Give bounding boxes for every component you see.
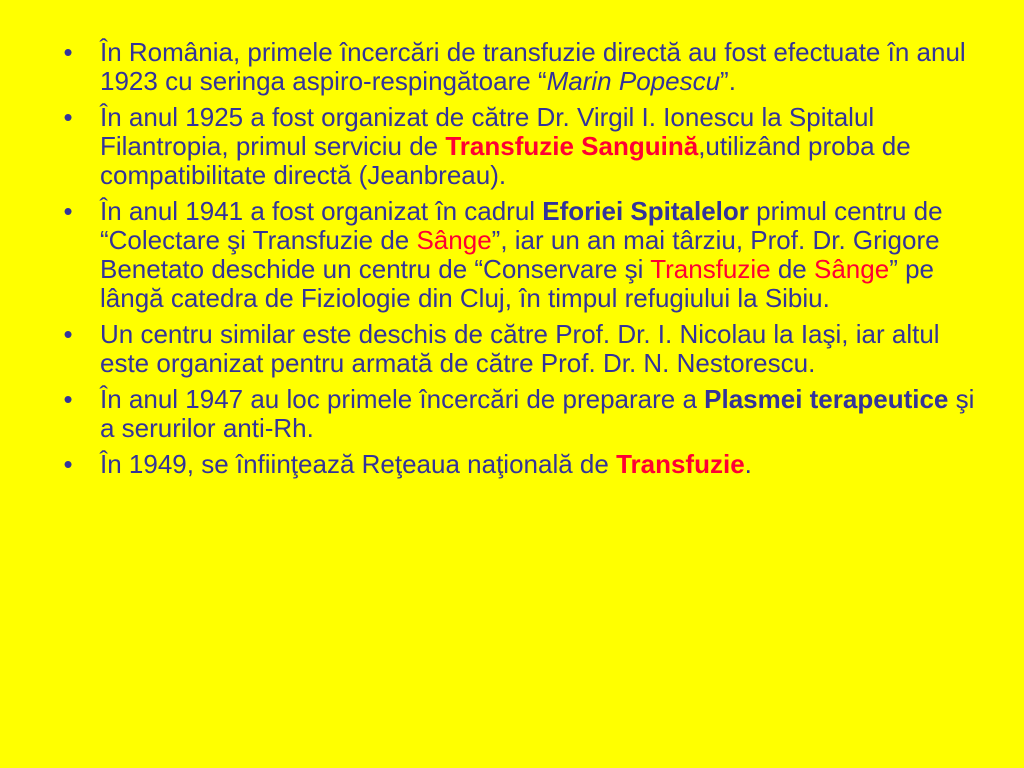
text-segment: . xyxy=(744,449,752,479)
text-segment: În anul 1941 a fost organizat în cadrul xyxy=(100,196,543,226)
bullet-text xyxy=(100,102,911,190)
keyword-text: Sânge xyxy=(416,225,492,255)
text-segment: În anul 1947 au loc primele încercări de preparare a xyxy=(100,384,705,414)
text-segment: În România, primele încercări de transfuzie directă au fost efectuate în anul 1923 cu seringa aspiro-respingătoare “ xyxy=(100,37,966,96)
bullet-dot-icon: • xyxy=(63,196,73,226)
text-segment: ”. xyxy=(720,66,736,96)
text-segment: şi a serurilor anti-Rh. xyxy=(100,384,975,443)
highlight-text: Plasmei terapeutice xyxy=(704,384,949,414)
bullet-dot-icon: • xyxy=(63,102,73,132)
bullet-list xyxy=(58,38,978,486)
text-segment: În 1949, se înfiinţează Reţeaua naţională de xyxy=(100,449,617,479)
text-segment: În anul 1925 a fost organizat de către Dr. Virgil I. Ionescu la Spitalul Filantropia, primul serviciu de xyxy=(100,102,875,161)
keyword-text: Transfuzie xyxy=(616,449,745,479)
text-segment: Un centru similar este deschis de către Prof. Dr. I. Nicolau la Iaşi, iar altul este organizat pentru armată de către Prof. Dr. N. Nestorescu. xyxy=(100,319,940,378)
emphasis-text: Marin Popescu xyxy=(546,66,721,96)
keyword-text: Transfuzie Sanguină xyxy=(445,131,699,161)
bullet-dot-icon: • xyxy=(63,37,73,67)
bullet-text xyxy=(100,319,940,378)
bullet-item xyxy=(58,38,978,96)
bullet-text xyxy=(100,37,966,96)
text-segment: ”, iar un an mai târziu, Prof. Dr. Grigore Benetato deschide un centru de “Conservare şi xyxy=(100,225,940,284)
bullet-text xyxy=(100,196,943,313)
keyword-text: Transfuzie xyxy=(650,254,771,284)
bullet-dot-icon: • xyxy=(63,319,73,349)
bullet-item xyxy=(58,320,978,378)
text-segment: ,utilizând proba de compatibilitate directă (Jeanbreau). xyxy=(100,131,911,190)
bullet-item xyxy=(58,450,978,479)
bullet-item xyxy=(58,385,978,443)
text-segment: ” pe lângă catedra de Fiziologie din Cluj, în timpul refugiului la Sibiu. xyxy=(100,254,934,313)
bullet-item xyxy=(58,103,978,190)
text-segment: primul centru de “Colectare şi Transfuzie de xyxy=(100,196,943,255)
bullet-item xyxy=(58,197,978,313)
text-segment: de xyxy=(770,254,814,284)
bullet-text xyxy=(100,449,752,479)
highlight-text: Eforiei Spitalelor xyxy=(542,196,749,226)
bullet-text xyxy=(100,384,974,443)
keyword-text: Sânge xyxy=(814,254,890,284)
bullet-dot-icon: • xyxy=(63,384,73,414)
bullet-dot-icon: • xyxy=(63,449,73,479)
